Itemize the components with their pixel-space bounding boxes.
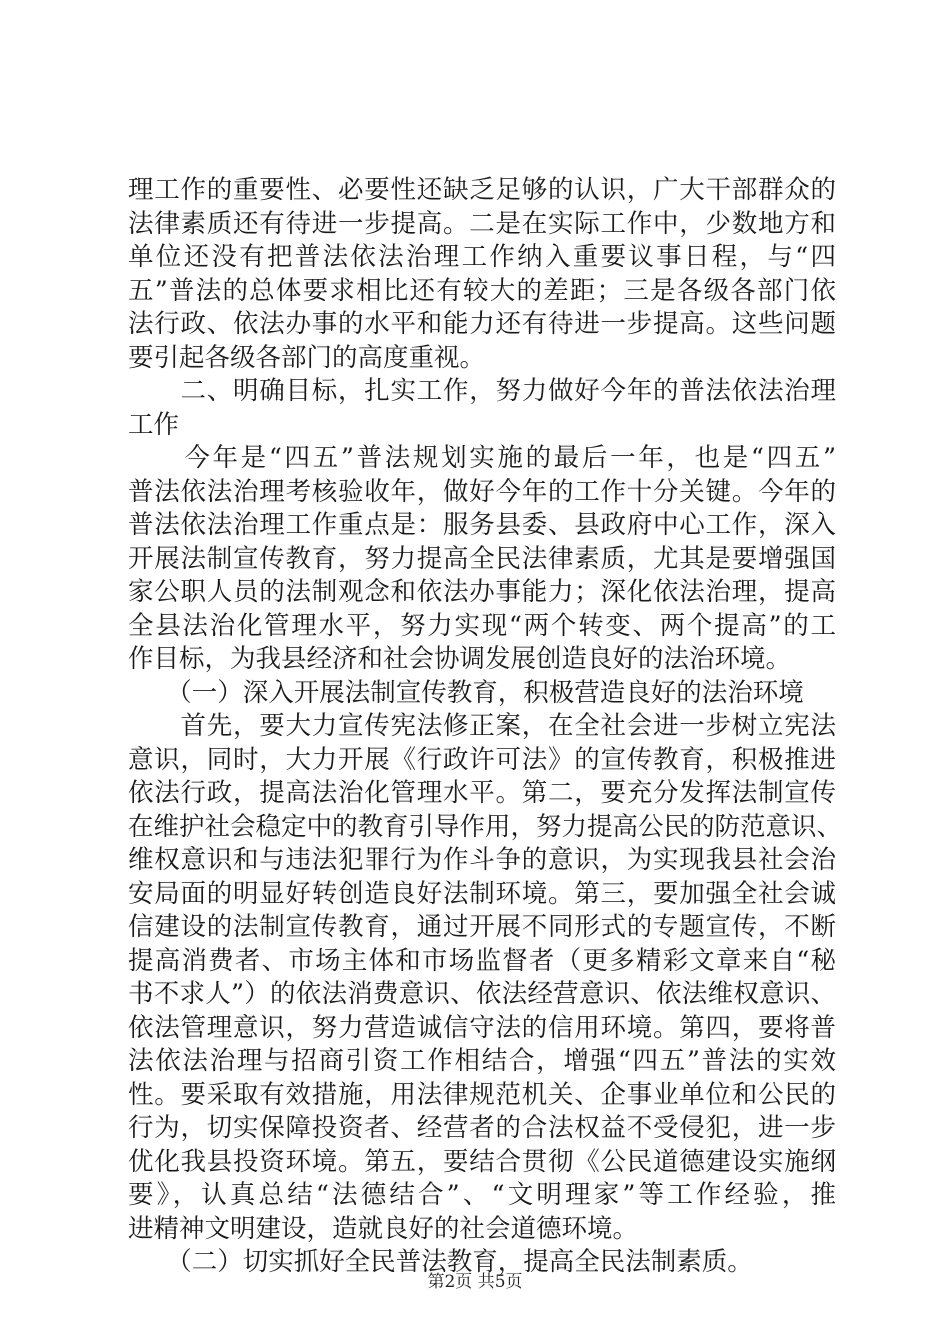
text-line: 优化我县投资环境。第五，要结合贯彻《公民道德建设实施纲	[128, 1146, 836, 1177]
text-line: 安局面的明显好转创造良好法制环境。第三，要加强全社会诚	[128, 878, 836, 909]
text-line: 单位还没有把普法依法治理工作纳入重要议事日程，与“四	[128, 242, 836, 272]
text-line: 依法管理意识，努力营造诚信守法的信用环境。第四，要将普	[128, 1012, 836, 1043]
text-line: 首先，要大力宣传宪法修正案，在全社会进一步树立宪法	[128, 711, 836, 741]
text-line: 普法依法治理考核验收年，做好今年的工作十分关键。今年的	[128, 476, 836, 507]
text-line: 信建设的法制宣传教育，通过开展不同形式的专题宣传，不断	[128, 912, 836, 942]
text-line: 性。要采取有效措施，用法律规范机关、企事业单位和公民的	[128, 1079, 836, 1110]
text-line: 家公职人员的法制观念和依法办事能力；深化依法治理，提高	[128, 577, 836, 607]
text-line: 书不求人”）的依法消费意识、依法经营意识、依法维权意识、	[128, 979, 836, 1009]
page-number-footer: 第2页 共5页	[427, 1272, 523, 1292]
text-line: 作目标，为我县经济和社会协调发展创造良好的法治环境。	[128, 644, 792, 674]
text-line: 依法行政，提高法治化管理水平。第二，要充分发挥法制宣传	[128, 778, 836, 808]
text-line: 要引起各级各部门的高度重视。	[128, 342, 486, 373]
text-line: 法律素质还有待进一步提高。二是在实际工作中，少数地方和	[128, 208, 836, 239]
text-line: 全县法治化管理水平，努力实现“两个转变、两个提高”的工	[128, 610, 836, 641]
text-line: （二）切实抓好全民普法教育，提高全民法制素质。	[128, 1247, 753, 1277]
text-line: 法依法治理与招商引资工作相结合，增强“四五”普法的实效	[128, 1046, 836, 1076]
text-line: 今年是“四五”普法规划实施的最后一年，也是“四五”	[128, 443, 836, 473]
text-line: 要》，认真总结“法德结合”、“文明理家”等工作经验，推	[128, 1180, 836, 1210]
text-line: 五”普法的总体要求相比还有较大的差距；三是各级各部门依	[128, 275, 836, 306]
text-line: 理工作的重要性、必要性还缺乏足够的认识，广大干部群众的	[128, 175, 836, 205]
text-line: 普法依法治理工作重点是：服务县委、县政府中心工作，深入	[128, 510, 836, 540]
text-line: 工作	[128, 409, 180, 440]
text-line: 提高消费者、市场主体和市场监督者（更多精彩文章来自“秘	[128, 945, 836, 976]
text-line: 行为，切实保障投资者、经营者的合法权益不受侵犯，进一步	[128, 1113, 836, 1143]
text-line: （一）深入开展法制宣传教育，积极营造良好的法治环境	[128, 677, 804, 708]
text-line: 在维护社会稳定中的教育引导作用，努力提高公民的防范意识、	[128, 811, 843, 842]
text-line: 维权意识和与违法犯罪行为作斗争的意识，为实现我县社会治	[128, 845, 836, 875]
document-body	[128, 174, 843, 1280]
text-line: 开展法制宣传教育，努力提高全民法律素质，尤其是要增强国	[128, 543, 836, 574]
text-line: 二、明确目标，扎实工作，努力做好今年的普法依法治理	[128, 376, 836, 406]
text-line: 法行政、依法办事的水平和能力还有待进一步提高。这些问题	[128, 309, 836, 339]
text-line: 意识，同时，大力开展《行政许可法》的宣传教育，积极推进	[128, 744, 836, 775]
text-line: 进精神文明建设，造就良好的社会道德环境。	[128, 1213, 639, 1244]
